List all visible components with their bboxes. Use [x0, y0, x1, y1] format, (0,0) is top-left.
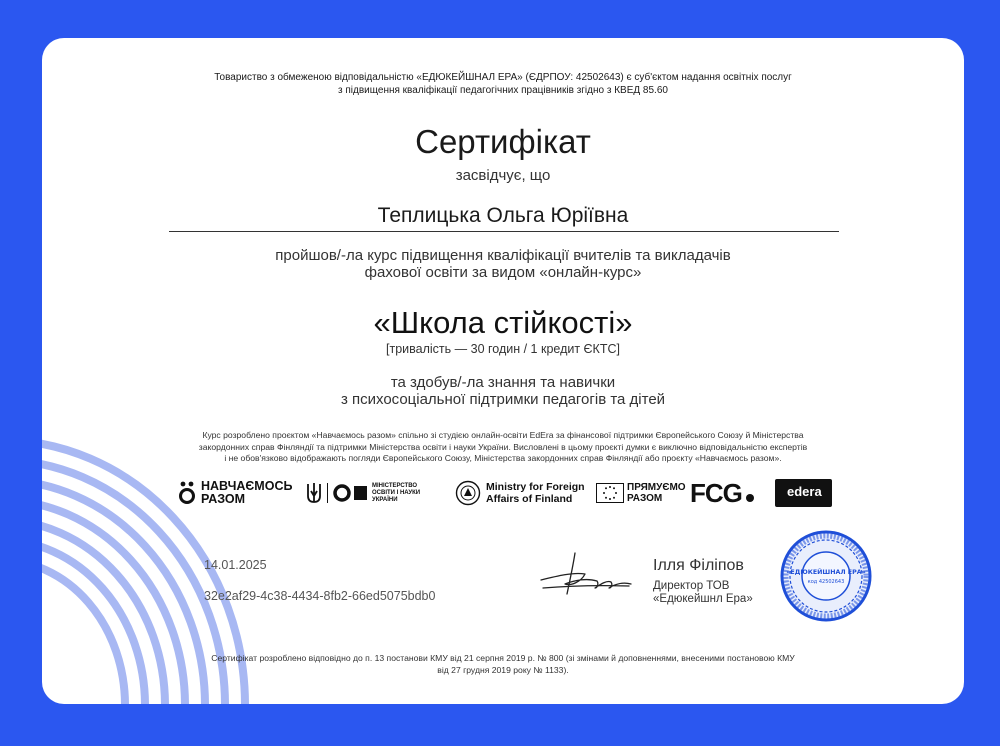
eu-pryamuemo-razom-logo	[596, 478, 686, 508]
partner-logos	[172, 478, 832, 508]
pryamuemo-text-1: ПРЯМУЄМО	[627, 482, 686, 493]
footer-text	[142, 653, 864, 676]
disclaimer-line-2: закордонних справ Фінляндії та підтримки Міністерства освіти і науки України. Висловлені в цьому проєкті думки є виключно відповідальністю експертів	[198, 441, 808, 452]
footer-line-1: Сертифікат розроблено відповідно до п. 13 постанови КМУ від 21 серпня 2019 р. № 800 (зі змінами й доповненнями, внесеними постановою КМУ	[211, 653, 795, 663]
completed-line-1: пройшов/-ла курс підвищення кваліфікації вчителів та викладачів	[275, 247, 731, 264]
stamp-center-text-2: код 42502643	[807, 579, 845, 585]
recipient-name: Теплицька Ольга Юріївна	[377, 204, 629, 227]
mfa-text-2: Affairs of Finland	[486, 493, 573, 505]
signature-icon	[537, 548, 637, 598]
certificate-title: Сертифікат	[415, 123, 591, 160]
signer-role-line-1: Директор ТОВ	[653, 580, 730, 592]
fcg-logo	[690, 478, 754, 508]
course-title: «Школа стійкості»	[373, 305, 633, 340]
course-duration: [тривалість — 30 годин / 1 кредит ЄКТС]	[386, 342, 620, 356]
company-stamp	[780, 530, 872, 622]
completed-text	[42, 247, 964, 281]
navchaemos-text-1: НАВЧАЄМОСЬ	[201, 479, 293, 493]
footer-line-2: від 27 грудня 2019 року № 1133).	[437, 664, 569, 675]
navchaemos-razom-logo	[178, 478, 292, 508]
header-line-1: Товариство з обмеженою відповідальністю «ЕДЮКЕЙШНАЛ ЕРА» (ЄДРПОУ: 42502643) є суб'єктом надання освітніх послуг	[214, 72, 792, 83]
issue-date: 14.01.2025	[204, 558, 267, 572]
signer-role-line-2: «Едюкейшнл Ера»	[653, 593, 753, 605]
mfa-text-1: Ministry for Foreign	[486, 481, 585, 493]
eu-flag-icon	[596, 483, 624, 503]
ministry-education-logo	[306, 478, 420, 508]
pryamuemo-text-2: РАЗОМ	[627, 493, 663, 504]
disclaimer-line-1: Курс розроблено проєктом «Навчаємось разом» спільно зі студією онлайн-освіти EdEra за фінансової підтримки Європейського Союзу й Міністерства	[202, 430, 804, 440]
certificate-card	[42, 38, 964, 704]
finland-coat-of-arms-icon	[455, 480, 481, 506]
mon-mark-icon	[333, 483, 369, 503]
acquired-line-1: та здобув/-ла знання та навички	[390, 374, 616, 391]
disclaimer-text	[127, 430, 879, 465]
trident-icon	[306, 482, 322, 504]
navchaemos-text-2: РАЗОМ	[201, 492, 246, 506]
mon-text-3: УКРАЇНИ	[372, 496, 398, 503]
certifies-text: засвідчує, що	[455, 167, 551, 184]
mon-text-1: МІНІСТЕРСТВО	[372, 482, 418, 489]
signer-name: Ілля Філіпов	[653, 557, 744, 574]
header-line-2: з підвищення кваліфікації педагогічних працівників згідно з КВЕД 85.60	[338, 85, 668, 96]
navchaemos-razom-icon	[178, 481, 196, 505]
header-text	[42, 71, 964, 97]
signer-role	[653, 580, 753, 606]
acquired-text	[42, 374, 964, 408]
completed-line-2: фахової освіти за видом «онлайн-курс»	[364, 264, 642, 281]
name-underline	[169, 231, 839, 232]
fcg-text: FCG	[690, 477, 742, 508]
certificate-id: 32e2af29-4c38-4434-8fb2-66ed5075bdb0	[204, 589, 436, 603]
fcg-dot-icon	[746, 494, 754, 502]
ministry-finland-logo	[455, 478, 585, 508]
edera-logo	[775, 478, 832, 508]
disclaimer-line-3: і не обов'язково відображають погляди Європейського Союзу, Міністерства закордонних справ Фінляндії або проєкту «Навчаємось разом».	[224, 453, 782, 463]
edera-text: edera	[775, 479, 832, 507]
mon-text-2: ОСВІТИ І НАУКИ	[372, 489, 421, 496]
stamp-center-text-1: «ЕДЮКЕЙШНАЛ ЕРА»	[786, 569, 866, 576]
acquired-line-2: з психосоціальної підтримки педагогів та дітей	[340, 391, 666, 408]
